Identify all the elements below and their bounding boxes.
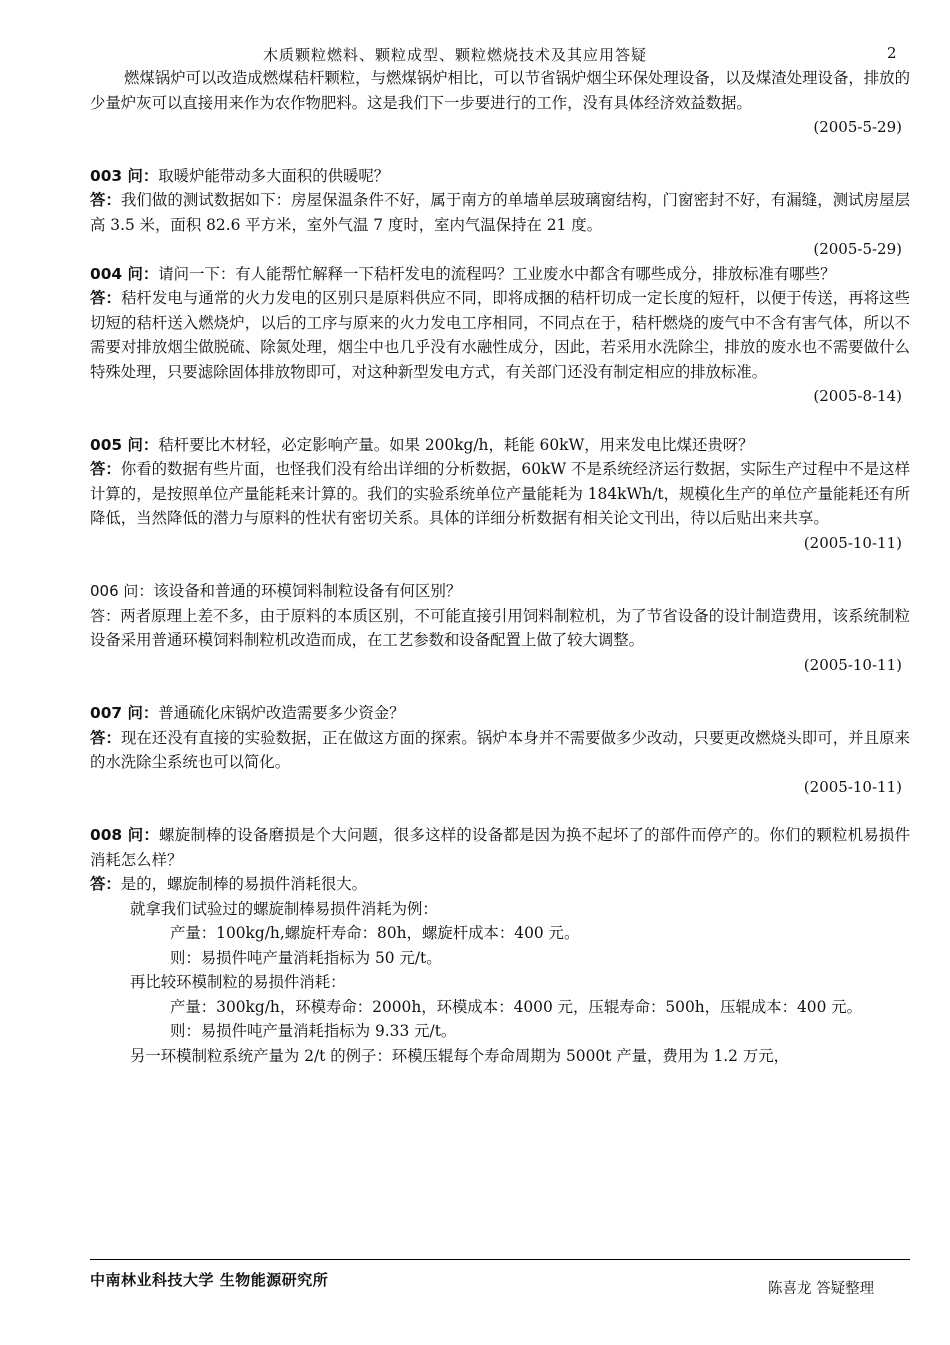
question-006 <box>90 579 910 604</box>
footer-divider <box>90 1259 910 1260</box>
answer-text: 你看的数据有些片面，也怪我们没有给出详细的分析数据，60kW 不是系统经济运行数据，实际生产过程中不是这样计算的，是按照单位产量能耗来计算的。我们的实验系统单位产量能耗为 184kWh/t，规模化生产的单位产量能耗还有所降低，当然降低的潜力与原料的性状有密切关系。具体的详细分析数据有相关论文刊出，待以后贴出来共享。 <box>90 460 910 527</box>
question-004 <box>90 262 910 287</box>
answer-label: 答： <box>90 606 121 625</box>
question-text: 秸杆要比木材轻，必定影响产量。如果 200kg/h，耗能 60kW，用来发电比煤还贵呀？ <box>158 435 754 454</box>
answer-text: 两者原理上差不多，由于原料的本质区别，不可能直接引用饲料制粒机，为了节省设备的设计制造费用，该系统制粒设备采用普通环模饲料制粒机改造而成，在工艺参数和设备配置上做了较大调整。 <box>90 606 910 649</box>
question-label: 003 问： <box>90 166 159 185</box>
date-005: (2005-10-11) <box>803 533 902 552</box>
answer-line: 再比较环模制粒的易损件消耗： <box>130 973 346 991</box>
question-text: 该设备和普通的环模饲料制粒设备有何区别？ <box>153 582 462 600</box>
question-label: 004 问： <box>90 264 159 283</box>
answer-text: 我们做的测试数据如下：房屋保温条件不好，属于南方的单墙单层玻璃窗结构，门窗密封不好，有漏缝，测试房屋层高 3.5 米，面积 82.6 平方米，室外气温 7 度时，室内气温保持在 21 度。 <box>90 191 910 234</box>
intro-paragraph: 燃煤锅炉可以改造成燃煤秸杆颗粒，与燃煤锅炉相比，可以节省锅炉烟尘环保处理设备，以及煤渣处理设备，排放的少量炉灰可以直接用来作为农作物肥料。这是我们下一步要进行的工作，没有具体经济效益数据。 <box>90 69 910 112</box>
date-007: (2005-10-11) <box>803 777 902 796</box>
intro-date: (2005-5-29) <box>813 118 902 136</box>
answer-005 <box>90 457 910 531</box>
page-number: 2 <box>887 44 897 62</box>
question-label: 006 问： <box>90 582 154 600</box>
answer-008 <box>90 872 910 897</box>
answer-line: 产量：100kg/h,螺旋杆寿命：80h，螺旋杆成本：400 元。 <box>170 924 580 942</box>
question-label: 005 问： <box>90 435 159 454</box>
question-text: 普通硫化床锅炉改造需要多少资金？ <box>158 704 405 722</box>
document-body <box>90 66 910 1068</box>
question-text: 取暖炉能带动多大面积的供暖呢？ <box>158 166 390 185</box>
answer-label: 答： <box>90 289 121 307</box>
answer-label: 答： <box>90 460 121 478</box>
question-003 <box>90 164 910 189</box>
answer-line: 产量：300kg/h，环模寿命：2000h，环模成本：4000 元，压辊寿命：500h，压辊成本：400 元。 <box>170 997 863 1016</box>
question-005 <box>90 433 910 458</box>
answer-line: 则：易损件吨产量消耗指标为 50 元/t。 <box>170 948 442 967</box>
answer-label: 答： <box>90 191 121 209</box>
answer-line: 另一环模制粒系统产量为 2/t 的例子：环模压辊每个寿命周期为 5000t 产量，费用为 1.2 万元， <box>130 1046 790 1065</box>
date-004: (2005-8-14) <box>813 387 902 405</box>
page-header <box>90 44 910 68</box>
question-007 <box>90 701 910 726</box>
answer-007 <box>90 726 910 775</box>
answer-004 <box>90 286 910 384</box>
footer-institution: 中南林业科技大学 生物能源研究所 <box>90 1271 329 1289</box>
answer-006 <box>90 604 910 653</box>
answer-label: 答： <box>90 728 121 747</box>
answer-003 <box>90 188 910 237</box>
answer-line: 就拿我们试验过的螺旋制棒易损件消耗为例： <box>130 899 438 918</box>
question-text: 请问一下：有人能帮忙解释一下秸杆发电的流程吗？工业废水中都含有哪些成分，排放标准有哪些？ <box>158 264 836 283</box>
answer-line: 则：易损件吨产量消耗指标为 9.33 元/t。 <box>170 1022 457 1040</box>
question-label: 007 问： <box>90 704 159 722</box>
answer-label: 答： <box>90 875 121 893</box>
date-006: (2005-10-11) <box>803 655 902 674</box>
question-text: 螺旋制棒的设备磨损是个大问题，很多这样的设备都是因为换不起坏了的部件而停产的。你们的颗粒机易损件消耗怎么样？ <box>90 826 910 869</box>
question-008 <box>90 823 910 872</box>
date-003: (2005-5-29) <box>813 240 902 258</box>
question-label: 008 问： <box>90 826 160 844</box>
answer-text: 是的，螺旋制棒的易损件消耗很大。 <box>120 875 368 893</box>
footer-author: 陈喜龙 答疑整理 <box>768 1281 875 1297</box>
answer-text: 现在还没有直接的实验数据，正在做这方面的探索。锅炉本身并不需要做多少改动，只要更改燃烧头即可，并且原来的水洗除尘系统也可以简化。 <box>90 728 910 771</box>
header-title: 木质颗粒燃料、颗粒成型、颗粒燃烧技术及其应用答疑 <box>262 46 647 64</box>
answer-text: 秸杆发电与通常的火力发电的区别只是原料供应不同，即将成捆的秸杆切成一定长度的短杆，以便于传送，再将这些切短的秸杆送入燃烧炉，以后的工序与原来的火力发电工序相同，不同点在于，秸杆燃烧的废气中不含有害气体，所以不需要对排放烟尘做脱硫、除氮处理，烟尘中也几乎没有水融性成分，因此，若采用水洗除尘，排放的废水也不需要做什么特殊处理，只要滤除固体排放物即可，对这种新型发电方式，有关部门还没有制定相应的排放标准。 <box>90 289 910 381</box>
